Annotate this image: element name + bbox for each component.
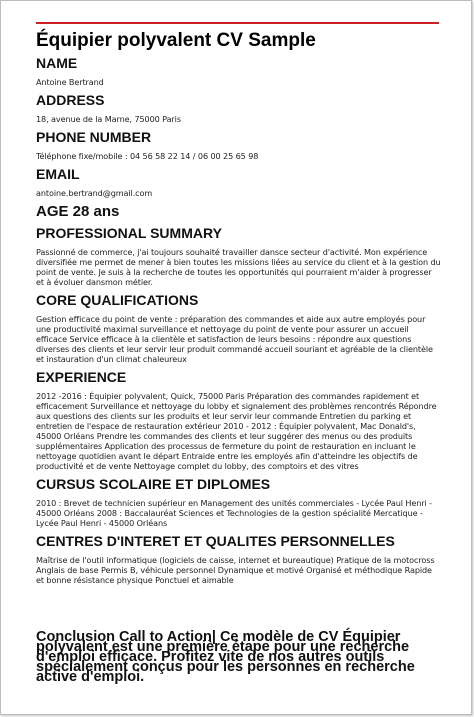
phone-text: Téléphone fixe/mobile : 04 56 58 22 14 / 06 00 25 65 98	[36, 151, 259, 161]
interests-text: Maîtrise de l'outil informatique (logiciels de caisse, internet et bureautique) Pratique de la motocross Anglais de base Permis B, véhicule personnel Dynamique et motivé Organisé et méthodique Rapide et bonne résistance physique Ponctuel et aimable	[36, 555, 435, 585]
cv-content	[36, 30, 441, 590]
email-heading: EMAIL	[36, 166, 80, 182]
name-text: Antoine Bertrand	[36, 77, 104, 87]
age-heading: AGE 28 ans	[36, 203, 120, 220]
address-heading: ADDRESS	[36, 92, 105, 108]
summary-text: Passionné de commerce, j'ai toujours souhaité travailler dansce secteur d'activité. Mon expérience diversifiée me permet de mener à bien toutes les missions liées au service du client et à la gestion du point de vente. Je suis à la recherche de toutes les opportunités qui pourraient m'aider à progresser et à évoluer dansmon métier.	[36, 247, 441, 287]
email-text: antoine.bertrand@gmail.com	[36, 188, 153, 198]
interests-heading: CENTRES D'INTERET ET QUALITES PERSONNELLES	[36, 533, 395, 549]
qualifications-heading: CORE QUALIFICATIONS	[36, 292, 199, 308]
title-rule	[36, 22, 439, 24]
summary-heading: PROFESSIONAL SUMMARY	[36, 225, 222, 241]
qualifications-text: Gestion efficace du point de vente : préparation des commandes et aide aux autre employés pour une productivité maximal surveillance et nettoyage du point de vente pour assurer un accueil efficace Service efficace à la clientèle et satisfaction de leurs besoins : répondre aux questions diverses des clients et leur servir leur produit commandé accueil souriant et agréable de la clientèle et instauration d'un climat chaleureux	[36, 314, 433, 364]
name-heading: NAME	[36, 55, 78, 71]
education-heading: CURSUS SCOLAIRE ET DIPLOMES	[36, 476, 271, 492]
experience-heading: EXPERIENCE	[36, 369, 127, 385]
phone-heading: PHONE NUMBER	[36, 129, 152, 145]
page-title: Équipier polyvalent CV Sample	[36, 30, 316, 51]
address-text: 18, avenue de la Marne, 75000 Paris	[36, 114, 181, 124]
experience-text: 2012 -2016 : Équipier polyvalent, Quick, 75000 Paris Préparation des commandes rapidement et efficacement Surveillance et nettoyage du lobby et signalement des problèmes rencontrés Répondre aux questions des clients sur les produits et leur servir leur commande Entretien du parking et entretien de l'espace de restauration extérieur 2010 - 2012 : Équipier polyvalent, Mac Donald's, 45000 Orléans Prendre les commandes des clients et leur suggérer des menus ou des produits supplémentaires Application des processus de fermeture du point de restauration en incluant le nettoyage quotidien avant le départ Entraide entre les employés afin d'atteindre les objectifs de productivité et de vente Nettoyage complet du lobby, des comptoirs et des vitres	[36, 391, 437, 471]
conclusion-call-to-action: Conclusion Call to Action| Ce modèle de CV Équipier polyvalent est une première étape pour une recherche d'emploi efficace. Profitez vite de nos autres outils spécialement conçus pour les personnes en recherche active d'emploi.	[36, 629, 415, 685]
education-text: 2010 : Brevet de technicien supérieur en Management des unités commerciales - Lycée Paul Henri - 45000 Orléans 2008 : Baccalauréat Sciences et Technologies de la gestion spécialité Mercatique - Lycée Paul Henri - 45000 Orléans	[36, 498, 432, 528]
